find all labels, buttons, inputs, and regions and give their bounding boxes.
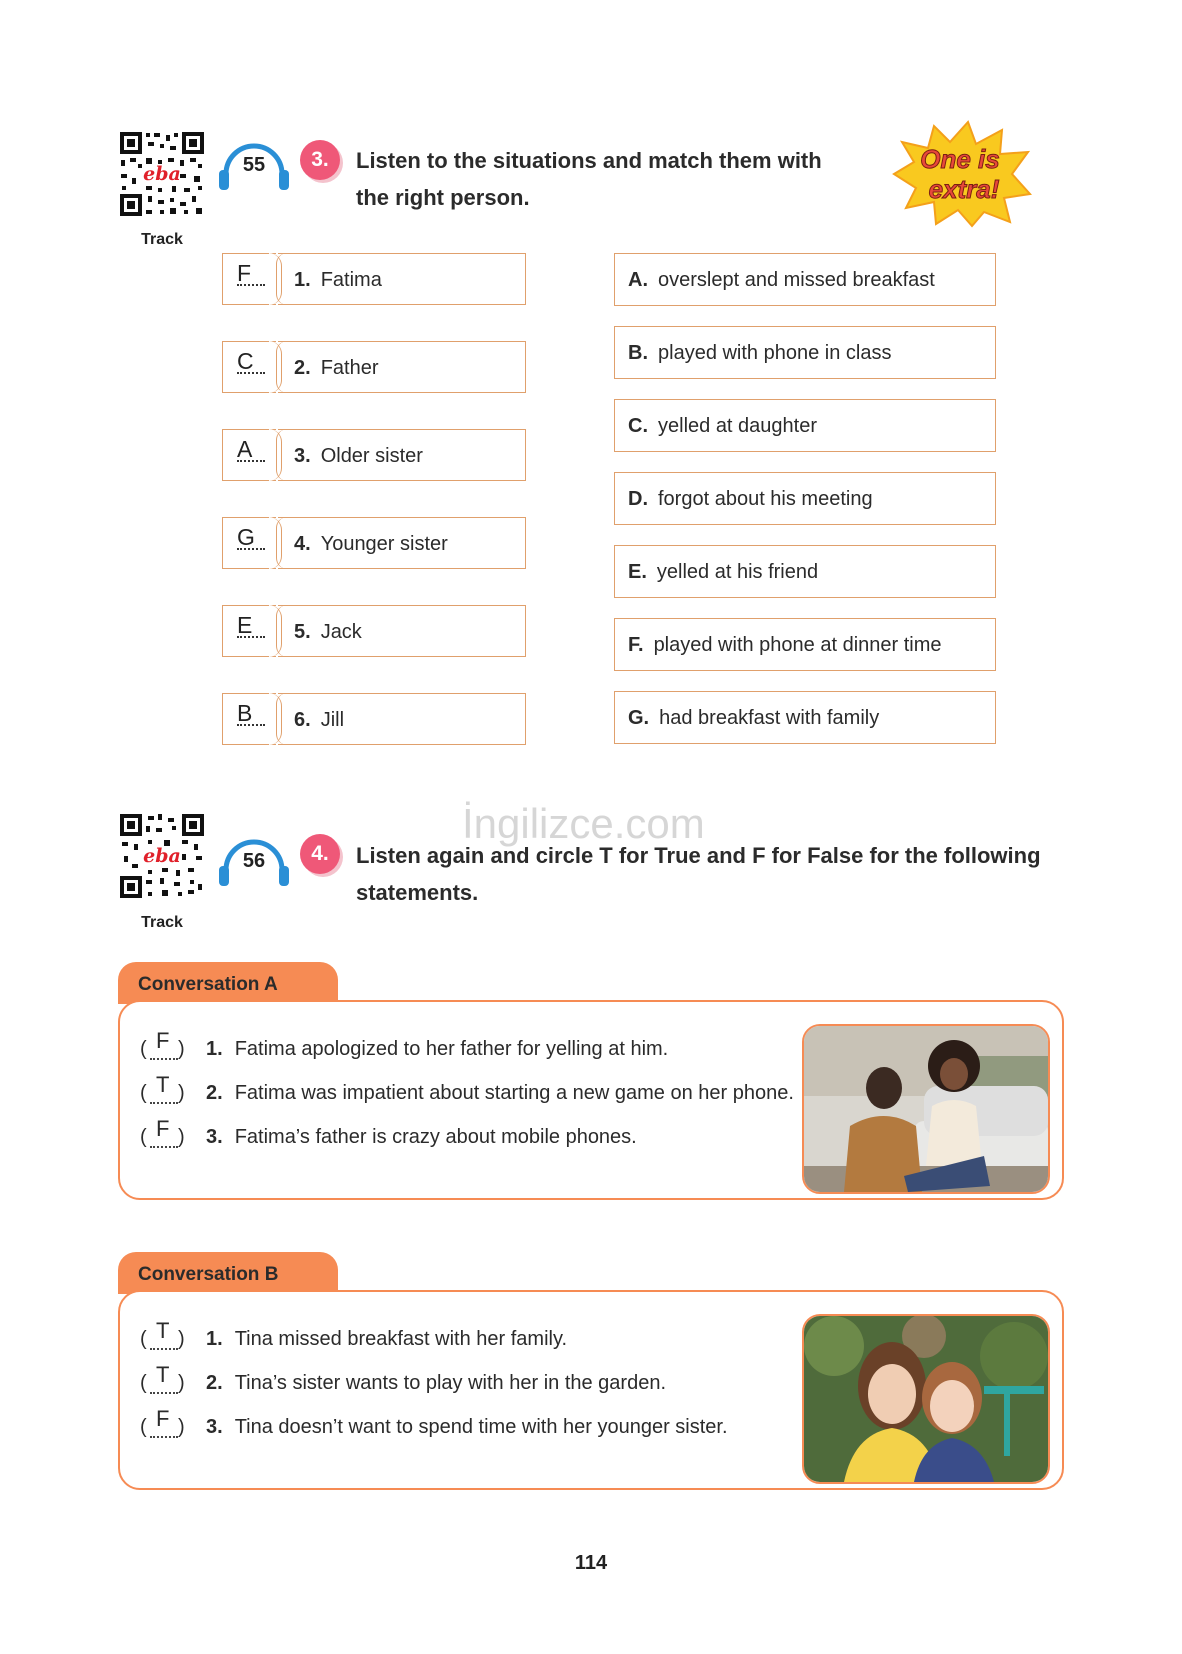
answer-letter: E xyxy=(237,612,253,638)
person-cell xyxy=(278,253,526,305)
statement-number: 1. xyxy=(206,1328,223,1350)
situation-box xyxy=(614,253,996,306)
answer-letter: T xyxy=(156,1362,170,1387)
answer-blank[interactable]: ( T ) xyxy=(140,1072,185,1104)
person-number: 6. xyxy=(294,709,311,731)
situation-description: had breakfast with family xyxy=(659,707,880,729)
statement-number: 3. xyxy=(206,1126,223,1148)
headphones-icon[interactable] xyxy=(216,130,292,196)
statement-row xyxy=(140,1406,728,1439)
statement-number: 3. xyxy=(206,1416,223,1438)
person-text xyxy=(294,533,448,556)
answer-cell[interactable] xyxy=(222,253,276,305)
statement-row xyxy=(140,1116,637,1149)
statement-row xyxy=(140,1028,669,1061)
answer-cell[interactable] xyxy=(222,605,276,657)
situation-text xyxy=(628,561,818,584)
answer-cell[interactable] xyxy=(222,341,276,393)
svg-text:eba: eba xyxy=(143,163,181,185)
answer-letter: C xyxy=(237,348,254,374)
instruction-line-1: Listen to the situations and match them with xyxy=(356,148,822,173)
situation-letter: B. xyxy=(628,342,648,364)
answer-blank[interactable]: ( F ) xyxy=(140,1116,185,1148)
exercise-instruction xyxy=(356,837,1041,911)
badge-text-line1: One is xyxy=(920,144,1000,174)
situation-letter: G. xyxy=(628,707,650,729)
answer-dots xyxy=(150,1058,178,1060)
person-name: Father xyxy=(320,357,379,379)
svg-text:eba: eba xyxy=(143,845,181,867)
answer-letter: F xyxy=(156,1028,170,1053)
headphones-icon[interactable] xyxy=(216,826,292,892)
answer-cell[interactable] xyxy=(222,429,276,481)
answer-cell[interactable] xyxy=(222,517,276,569)
situation-letter: A. xyxy=(628,269,648,291)
statement-text: Fatima’s father is crazy about mobile phones. xyxy=(234,1126,637,1148)
answer-letter: F xyxy=(237,260,252,286)
conversation-b-tab: Conversation B xyxy=(118,1252,338,1294)
situation-box xyxy=(614,618,996,671)
person-number: 4. xyxy=(294,533,311,555)
answer-letter: F xyxy=(156,1406,170,1431)
situation-text xyxy=(628,269,935,292)
match-row xyxy=(222,605,526,657)
conversation-a-tab: Conversation A xyxy=(118,962,338,1004)
answer-dots xyxy=(150,1392,178,1394)
situation-description: yelled at daughter xyxy=(658,415,818,437)
situation-description: played with phone at dinner time xyxy=(653,634,942,656)
watermark: İngilizce.com xyxy=(462,800,705,847)
exercise-number-badge: 3. xyxy=(300,140,340,180)
answer-letter: F xyxy=(156,1116,170,1141)
answer-letter: T xyxy=(156,1072,170,1097)
statement-number: 1. xyxy=(206,1038,223,1060)
situation-letter: F. xyxy=(628,634,644,656)
qr-code-icon[interactable] xyxy=(118,130,206,218)
situation-box xyxy=(614,691,996,744)
situation-letter: C. xyxy=(628,415,648,437)
sisters-photo xyxy=(802,1314,1050,1484)
qr-code-icon[interactable] xyxy=(118,812,206,900)
match-row xyxy=(222,693,526,745)
person-name: Jack xyxy=(320,621,362,643)
answer-blank[interactable]: ( F ) xyxy=(140,1028,185,1060)
instruction-line-2: statements. xyxy=(356,880,479,905)
statement-text: Fatima was impatient about starting a new game on her phone. xyxy=(234,1082,794,1104)
statement-text: Tina missed breakfast with her family. xyxy=(234,1328,568,1350)
page-number: 114 xyxy=(574,1552,608,1574)
answer-blank[interactable]: ( T ) xyxy=(140,1318,185,1350)
match-row xyxy=(222,429,526,481)
answer-letter: G xyxy=(237,524,255,550)
person-cell xyxy=(278,693,526,745)
answer-dots xyxy=(150,1146,178,1148)
answer-blank[interactable]: ( T ) xyxy=(140,1362,185,1394)
answer-dots xyxy=(150,1102,178,1104)
statement-number: 2. xyxy=(206,1082,223,1104)
match-row xyxy=(222,253,526,305)
statement-row xyxy=(140,1318,568,1351)
situation-text xyxy=(628,707,879,730)
answer-letter: T xyxy=(156,1318,170,1343)
situation-letter: E. xyxy=(628,561,647,583)
instruction-line-2: the right person. xyxy=(356,185,530,210)
person-text xyxy=(294,445,423,468)
situation-box xyxy=(614,326,996,379)
exercise-instruction xyxy=(356,142,822,216)
person-text xyxy=(294,709,344,732)
exercise-number-badge: 4. xyxy=(300,834,340,874)
situation-description: played with phone in class xyxy=(658,342,892,364)
person-number: 1. xyxy=(294,269,311,291)
person-name: Fatima xyxy=(320,269,382,291)
answer-dots xyxy=(237,636,265,638)
father-daughter-photo xyxy=(802,1024,1050,1194)
statement-number: 2. xyxy=(206,1372,223,1394)
match-row xyxy=(222,341,526,393)
situation-text xyxy=(628,342,891,365)
person-cell xyxy=(278,517,526,569)
person-text xyxy=(294,621,362,644)
situation-description: overslept and missed breakfast xyxy=(658,269,935,291)
person-cell xyxy=(278,605,526,657)
track-label: Track xyxy=(141,231,183,248)
track-label: Track xyxy=(141,914,183,931)
answer-dots xyxy=(150,1436,178,1438)
statement-row xyxy=(140,1362,667,1395)
person-name: Older sister xyxy=(320,445,423,467)
statement-row xyxy=(140,1072,794,1105)
answer-dots xyxy=(150,1348,178,1350)
statement-text: Tina doesn’t want to spend time with her younger sister. xyxy=(234,1416,728,1438)
answer-cell[interactable] xyxy=(222,693,276,745)
answer-dots xyxy=(237,724,265,726)
person-name: Younger sister xyxy=(320,533,448,555)
answer-dots xyxy=(237,284,265,286)
situation-box xyxy=(614,399,996,452)
person-number: 5. xyxy=(294,621,311,643)
person-cell xyxy=(278,429,526,481)
instruction-line-1: Listen again and circle T for True and F for False for the following xyxy=(356,843,1041,868)
answer-dots xyxy=(237,460,265,462)
situation-description: forgot about his meeting xyxy=(658,488,873,510)
situation-text xyxy=(628,634,942,657)
situation-text xyxy=(628,415,817,438)
person-cell xyxy=(278,341,526,393)
answer-letter: B xyxy=(237,700,253,726)
track-number: 55 xyxy=(242,154,266,176)
situation-letter: D. xyxy=(628,488,648,510)
person-number: 3. xyxy=(294,445,311,467)
answer-dots xyxy=(237,372,265,374)
answer-letter: A xyxy=(237,436,253,462)
starburst-badge-icon xyxy=(884,120,1034,228)
badge-text-line2: extra! xyxy=(928,174,1000,204)
situation-description: yelled at his friend xyxy=(656,561,819,583)
answer-blank[interactable]: ( F ) xyxy=(140,1406,185,1438)
situation-box xyxy=(614,545,996,598)
person-text xyxy=(294,269,382,292)
situation-text xyxy=(628,488,873,511)
person-number: 2. xyxy=(294,357,311,379)
statement-text: Fatima apologized to her father for yelling at him. xyxy=(234,1038,669,1060)
person-text xyxy=(294,357,379,380)
answer-dots xyxy=(237,548,265,550)
situation-box xyxy=(614,472,996,525)
statement-text: Tina’s sister wants to play with her in the garden. xyxy=(234,1372,667,1394)
match-row xyxy=(222,517,526,569)
person-name: Jill xyxy=(320,709,345,731)
track-number: 56 xyxy=(242,850,266,872)
